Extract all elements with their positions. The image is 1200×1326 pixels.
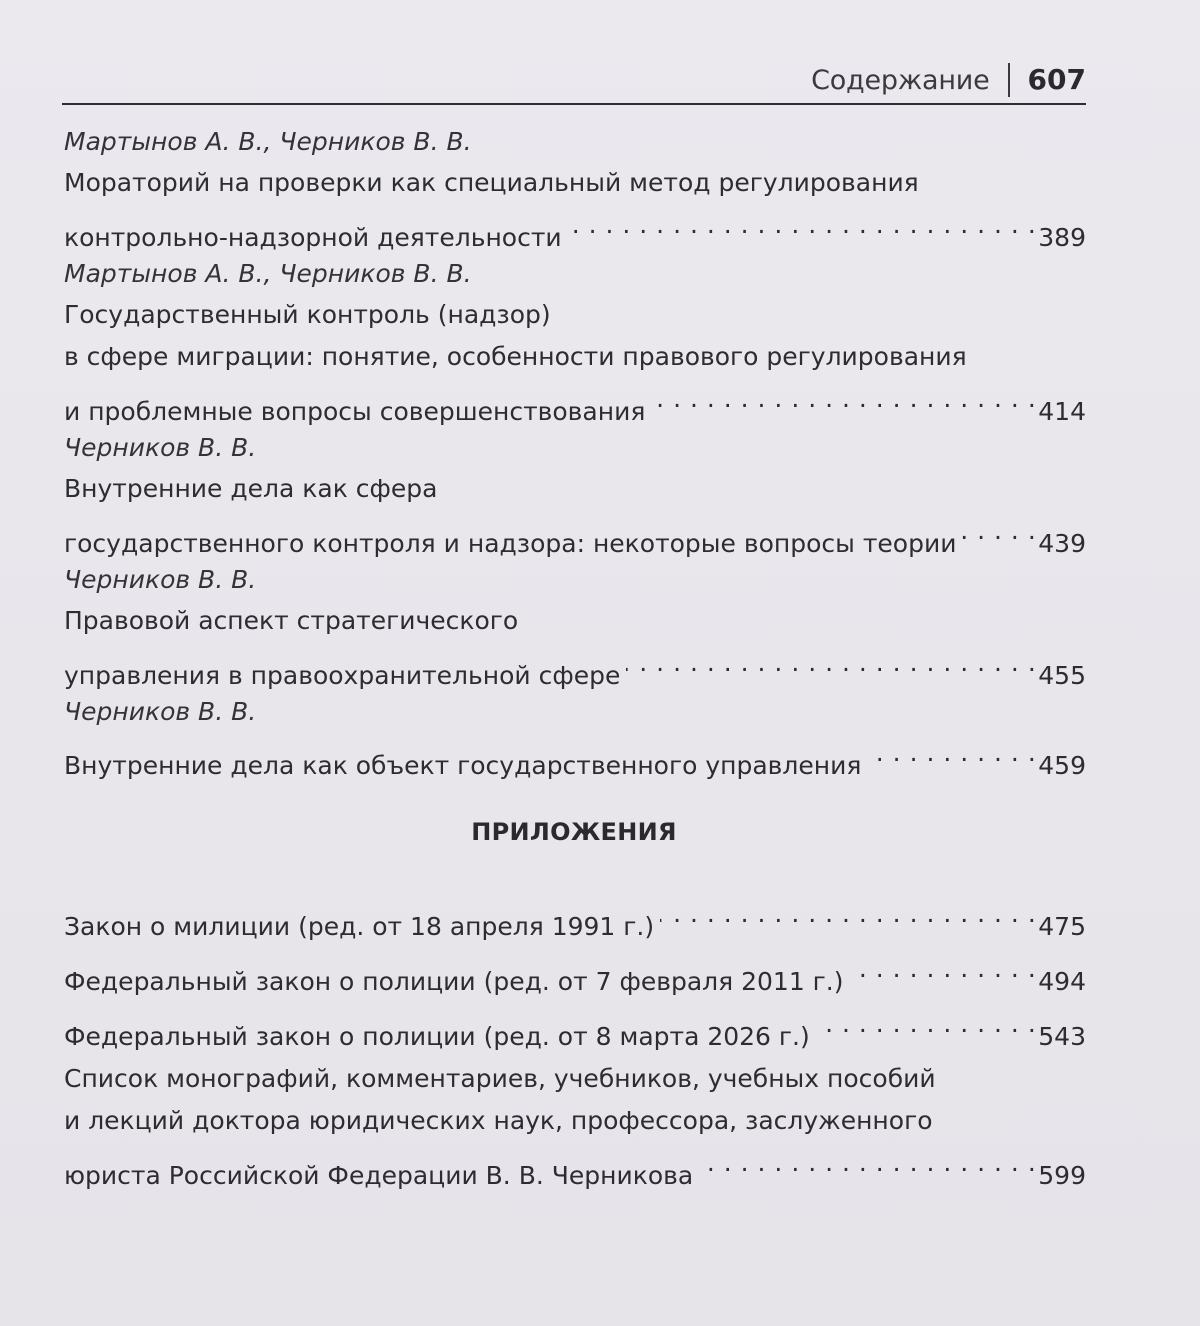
entry-title-line: Внутренние дела как сфера [64,474,438,503]
toc-entry [64,692,1086,780]
entry-title-last-line: государственного контроля и надзора: некоторые вопросы теории [64,529,957,558]
entry-authors: Черников В. В. [64,697,257,726]
toc-entry [64,122,1086,252]
dot-leader [660,893,1036,935]
entry-leader-line [64,893,1086,941]
entry-authors: Черников В. В. [64,565,257,594]
entry-title-last-line: контрольно-надзорной деятельности [64,223,562,252]
entry-page-number: 459 [1038,751,1086,780]
entry-authors: Мартынов А. В., Черников В. В. [64,259,472,288]
entry-title-line: и лекций доктора юридических наук, профессора, заслуженного [64,1106,933,1135]
dot-leader [816,1003,1037,1045]
entry-page-number: 599 [1038,1161,1086,1190]
entry-leader-line [64,732,1086,780]
entry-title-line: Список монографий, комментариев, учебников, учебных пособий [64,1064,936,1093]
entry-leader-line [64,1003,1086,1051]
dot-leader [850,948,1037,990]
entry-title-last-line: управления в правоохранительной сфере [64,661,621,690]
entry-page-number: 455 [1038,661,1086,690]
entry-title-last-line: и проблемные вопросы совершенствования [64,397,646,426]
entry-leader-line [64,1142,1086,1190]
dot-leader [962,510,1036,552]
entry-page-number: 414 [1038,397,1086,426]
entry-page-number: 389 [1038,223,1086,252]
entry-title-last-line: Федеральный закон о полиции (ред. от 7 февраля 2011 г.) [64,967,844,996]
dot-leader [651,378,1036,420]
entry-page-number: 475 [1038,912,1086,941]
appendix-entry [64,893,1086,941]
entry-title-last-line: Федеральный закон о полиции (ред. от 8 марта 2026 г.) [64,1022,810,1051]
entry-leader-line [64,378,1086,426]
header-separator [1008,63,1010,97]
entry-leader-line [64,204,1086,252]
appendix-entry [64,948,1086,996]
dot-leader [699,1142,1036,1184]
section-name: Содержание [811,64,990,96]
dot-leader [867,732,1036,774]
header-rule [62,103,1086,105]
entry-title-line: Государственный контроль (надзор) [64,300,551,329]
appendix-entry [64,1003,1086,1051]
appendix-heading: ПРИЛОЖЕНИЯ [471,818,677,846]
entry-page-number: 439 [1038,529,1086,558]
page-number: 607 [1027,63,1086,96]
entry-title-last-line: юриста Российской Федерации В. В. Черникова [64,1161,694,1190]
entry-leader-line [64,948,1086,996]
entry-leader-line [64,510,1086,558]
toc-entry [64,428,1086,558]
entry-page-number: 543 [1038,1022,1086,1051]
entry-title-line: Мораторий на проверки как специальный метод регулирования [64,168,919,197]
dot-leader [626,642,1036,684]
entry-page-number: 494 [1038,967,1086,996]
entry-title-last-line: Внутренние дела как объект государственного управления [64,751,862,780]
running-head [811,58,1086,102]
entry-authors: Мартынов А. В., Черников В. В. [64,127,472,156]
appendix-entry [64,1058,1086,1190]
toc-entry [64,560,1086,690]
dot-leader [568,204,1037,246]
entry-authors: Черников В. В. [64,433,257,462]
toc-entry [64,254,1086,426]
entry-leader-line [64,642,1086,690]
entry-title-line: Правовой аспект стратегического [64,606,519,635]
entry-title-line: в сфере миграции: понятие, особенности правового регулирования [64,342,967,371]
entry-title-last-line: Закон о милиции (ред. от 18 апреля 1991 г.) [64,912,655,941]
